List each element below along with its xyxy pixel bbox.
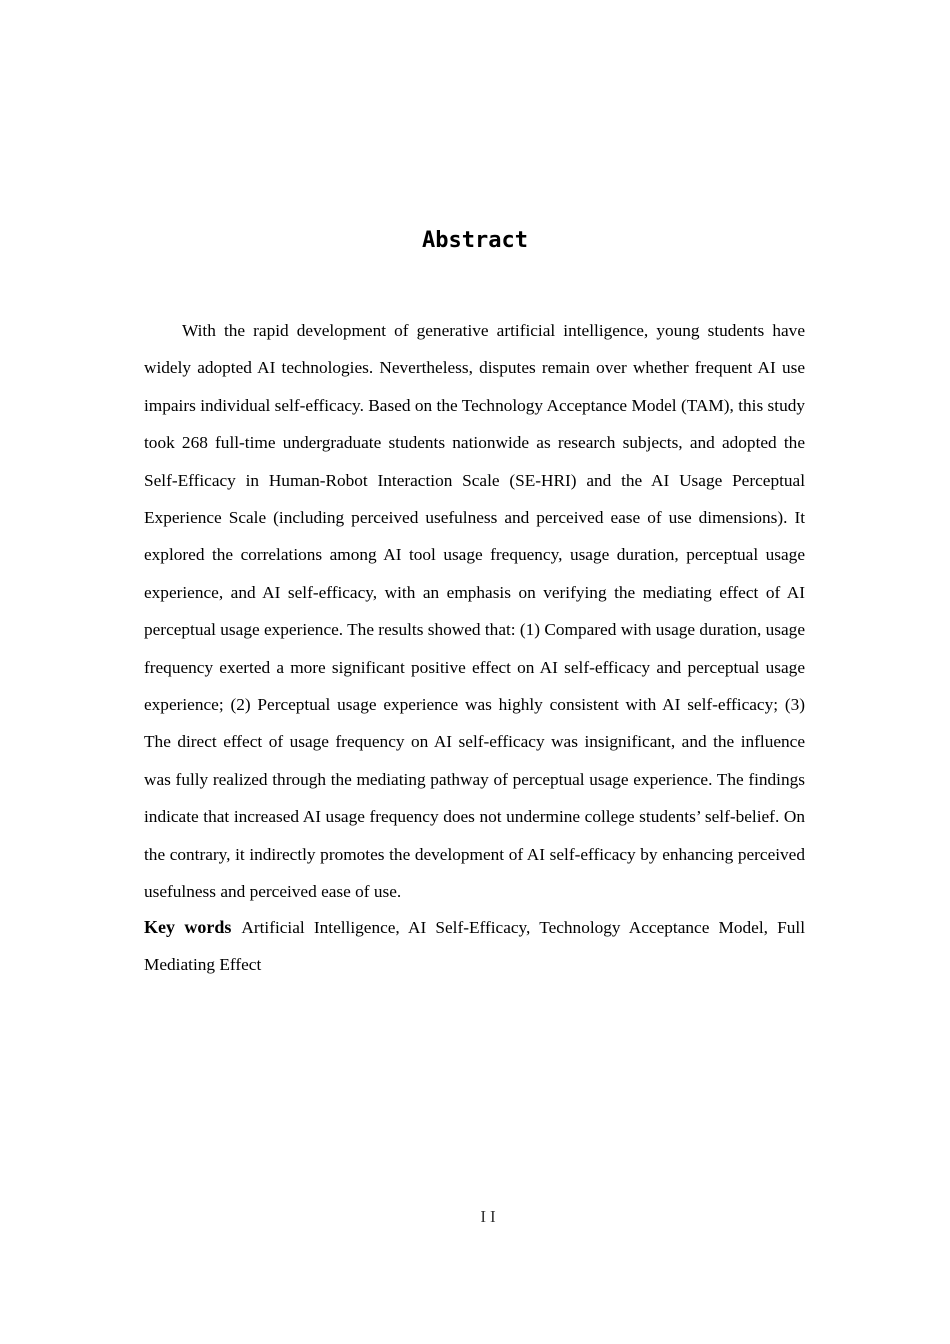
keywords-text: Artificial Intelligence, AI Self-Efficacy, Technology Acceptance Model, Full Mediating Effect <box>144 918 806 975</box>
keywords-line <box>144 909 805 984</box>
abstract-body: With the rapid development of generative artificial intelligence, young students have widely adopted AI technologies. Nevertheless, disputes remain over whether frequent AI use impairs individual self-efficacy. Based on the Technology Acceptance Model (TAM), this study took 268 full-time undergraduate students nationwide as research subjects, and adopted the Self-Efficacy in Human-Robot Interaction Scale (SE-HRI) and the AI Usage Perceptual Experience Scale (including perceived usefulness and perceived ease of use dimensions). It explored the correlations among AI tool usage frequency, usage duration, perceptual usage experience, and AI self-efficacy, with an emphasis on verifying the mediating effect of AI perceptual usage experience. The results showed that: (1) Compared with usage duration, usage frequency exerted a more significant positive effect on AI self-efficacy and perceptual usage experience; (2) Perceptual usage experience was highly consistent with AI self-efficacy; (3) The direct effect of usage frequency on AI self-efficacy was insignificant, and the influence was fully realized through the mediating pathway of perceptual usage experience. The findings indicate that increased AI usage frequency does not undermine college students’ self-belief. On the contrary, it indirectly promotes the development of AI self-efficacy by enhancing perceived usefulness and perceived ease of use. <box>144 321 805 902</box>
page-number: II <box>480 1207 500 1226</box>
keywords-label: Key words <box>144 917 232 937</box>
abstract-title: Abstract <box>422 228 528 253</box>
